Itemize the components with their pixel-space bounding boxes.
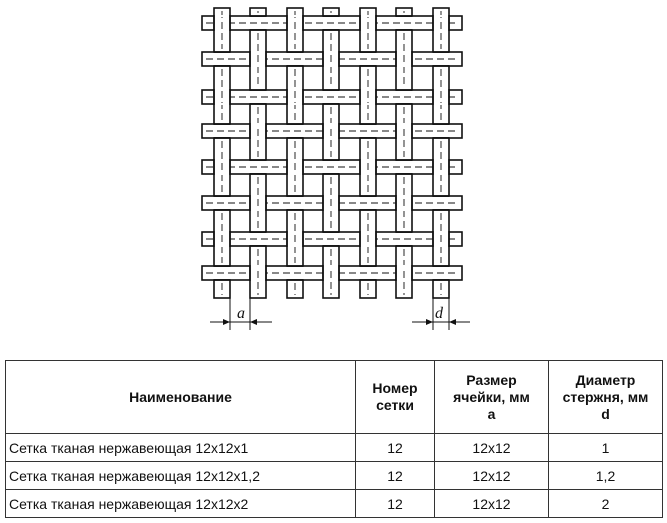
vertical-wire: [433, 8, 449, 298]
header-rod-diameter-line2: стержня, мм: [562, 388, 649, 405]
row-mesh-number: 12: [356, 462, 435, 490]
table-row: [6, 462, 663, 490]
horizontal-wire: [202, 232, 462, 246]
horizontal-wire: [202, 160, 462, 174]
header-cell-size: [435, 361, 549, 434]
table-row: [6, 490, 663, 518]
row-rod-diameter: 1,2: [549, 462, 663, 490]
row-name: Сетка тканая нержавеющая 12х12х1: [6, 434, 356, 462]
row-cell-size: 12х12: [435, 462, 549, 490]
table-header-row: [6, 361, 663, 434]
row-rod-diameter: 1: [549, 434, 663, 462]
header-rod-diameter: [549, 361, 663, 434]
dimension-marks: [210, 290, 470, 330]
vertical-wire: [287, 8, 303, 298]
row-cell-size: 12х12: [435, 434, 549, 462]
header-cell-size-line3: a: [487, 405, 496, 422]
horizontal-wire: [202, 16, 462, 30]
header-mesh-number: [356, 361, 435, 434]
vertical-wire: [360, 8, 376, 298]
row-rod-diameter: 2: [549, 490, 663, 518]
row-mesh-number: 12: [356, 490, 435, 518]
vertical-wire: [396, 8, 412, 298]
header-cell-size-line2: ячейки, мм: [453, 388, 530, 405]
vertical-wire: [214, 8, 230, 298]
mesh-weave: [202, 8, 462, 298]
table-row: [6, 434, 663, 462]
row-mesh-number: 12: [356, 434, 435, 462]
cell-size-label: a: [237, 305, 245, 322]
header-cell-size-line1: Размер: [466, 371, 517, 388]
mesh-spec-table: [5, 360, 663, 518]
row-name: Сетка тканая нержавеющая 12х12х2: [6, 490, 356, 518]
horizontal-wire: [202, 90, 462, 104]
vertical-wire: [323, 8, 339, 298]
row-name: Сетка тканая нержавеющая 12х12х1,2: [6, 462, 356, 490]
header-mesh-number-line1: Номер: [372, 380, 418, 396]
header-name: Наименование: [6, 361, 356, 434]
rod-diameter-label: d: [435, 305, 443, 322]
header-rod-diameter-line1: Диаметр: [575, 371, 636, 388]
row-cell-size: 12х12: [435, 490, 549, 518]
vertical-wire: [250, 8, 266, 298]
header-rod-diameter-line3: d: [601, 405, 610, 422]
header-mesh-number-line2: сетки: [376, 397, 414, 413]
